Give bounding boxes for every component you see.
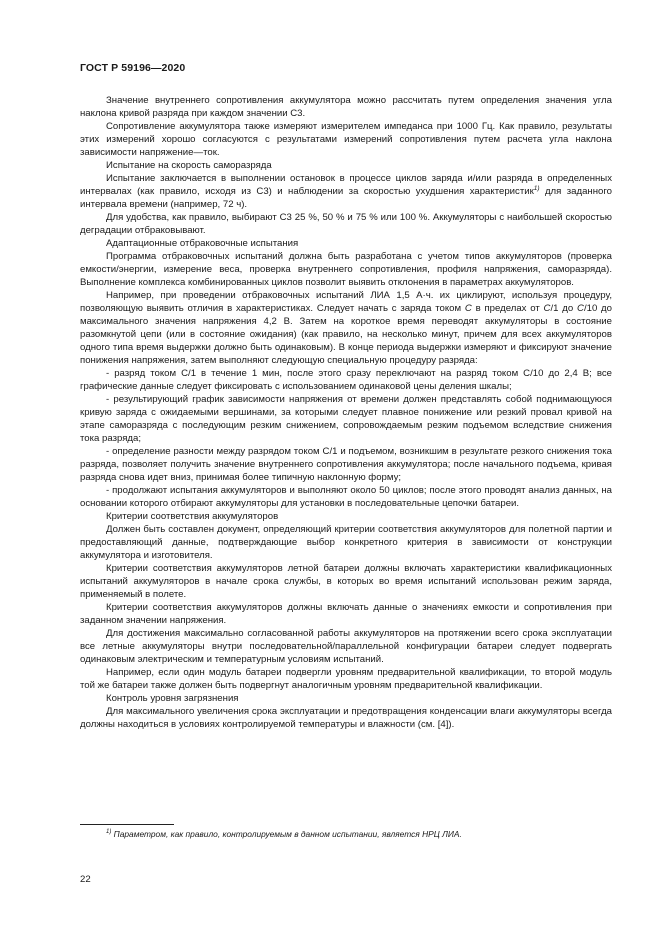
paragraph: Для достижения максимально согласованной работы аккумуляторов на протяжении всего срока эксплуатации все летные аккумуляторы внутри последовательной/параллельной конфигурации батареи следует подвергать одинаковым электрическим и температурным условиям испытаний. — [80, 628, 612, 665]
footnote-divider — [80, 824, 174, 825]
paragraph: Критерии соответствия аккумуляторов летной батареи должны включать характеристики квалификационных испытаний аккумуляторов в начале срока службы, в которых во время испытаний использован режим заряда, применяемый в полете. — [80, 563, 612, 600]
page-body — [80, 94, 612, 731]
paragraph: Сопротивление аккумулятора также измеряют измерителем импеданса при 1000 Гц. Как правило, результаты этих измерений хорошо согласуются с результатами измерений сопротивления путем расчета угла наклона зависимости напряжение—ток. — [80, 121, 612, 158]
paragraph-text: Например, при проведении отбраковочных испытаний ЛИА 1,5 А·ч. их циклируют, используя процедуру, позволяющую выявить отличия в характеристиках. Следует начать с заряда током — [80, 290, 612, 314]
section-heading: Испытание на скорость саморазряда — [106, 160, 272, 171]
list-item: - результирующий график зависимости напряжения от времени должен представлять собой поднимающуюся кривую заряда с ожидаемыми вершинами, за которыми следует плавное понижение или резкий провал кривой на этапе саморазряда с последующим резким снижением, сопровождаемым резким подъемом вследствие снижения тока разряда; — [80, 394, 612, 444]
paragraph-text: Испытание заключается в выполнении остановок в процессе циклов заряда и/или разряда в определенных интервалах (как правило, исходя из С3) и наблюдении за скоростью ухудшения характеристик — [80, 173, 612, 197]
document-header: ГОСТ Р 59196—2020 — [80, 62, 186, 74]
list-item: - продолжают испытания аккумуляторов и выполняют около 50 циклов; после этого проводят анализ данных, на основании которого отбирают аккумуляторы для установки в последовательные цепочки батареи. — [80, 485, 612, 509]
page-number: 22 — [80, 874, 91, 885]
paragraph: Значение внутреннего сопротивления аккумулятора можно рассчитать путем определения значения угла наклона кривой разряда при каждом значении С3. — [80, 95, 612, 119]
variable-c: С — [577, 303, 584, 314]
paragraph-text: /10 до максимального значения напряжения 4,2 В. Затем на короткое время переводят аккумуляторы в состояние разомкнутой цепи (или в состояние ожидания) (как правило, на несколько минут, причем для всех аккумуляторов одного типа время выдержки должно быть одинаковым). В конце периода выдержки измеряют и фиксируют значение понижения напряжения, затем выполняют следующую специальную процедуру разряда: — [80, 303, 612, 366]
paragraph-text: в пределах от — [471, 303, 544, 314]
paragraph: Должен быть составлен документ, определяющий критерии соответствия аккумуляторов для полетной партии и предоставляющий данные, подтверждающие выбор конкретного критерия в зависимости от конструкции аккумулятора и изготовителя. — [80, 524, 612, 561]
paragraph — [80, 172, 612, 211]
paragraph: Для удобства, как правило, выбирают С3 25 %, 50 % и 75 % или 100 %. Аккумуляторы с наибольшей скоростью деградации отбраковывают. — [80, 212, 612, 236]
section-heading: Адаптационные отбраковочные испытания — [106, 238, 299, 249]
variable-c: С — [464, 303, 472, 314]
list-item: - определение разности между разрядом током С/1 и подъемом, возникшим в результате резкого снижения тока разряда, позволяет получить значение внутреннего сопротивления аккумулятора; после начального подъема, кривая разряда снова идет вниз, принимая более типичную наклонную форму; — [80, 446, 612, 483]
list-item: - разряд током С/1 в течение 1 мин, после этого сразу переключают на разряд током С/10 до 2,4 В; все графические данные следует фиксировать с использованием одинаковой цены деления шкалы; — [80, 368, 612, 392]
paragraph-text: для заданного интервала времени (например, 72 ч). — [80, 186, 612, 210]
footnote-reference: 1) — [533, 184, 540, 192]
paragraph: Программа отбраковочных испытаний должна быть разработана с учетом типов аккумуляторов (проверка емкости/энергии, измерение веса, проверка внутреннего сопротивления, профиля напряжения, саморазряда). Выполнение комплекса комбинированных циклов позволит выявить отклонения в параметрах аккумуляторов. — [80, 251, 612, 288]
section-heading: Контроль уровня загрязнения — [106, 693, 239, 704]
variable-c: С — [543, 303, 551, 314]
paragraph-text: /1 до — [550, 303, 577, 314]
paragraph: Для максимального увеличения срока эксплуатации и предотвращения конденсации влаги аккумуляторы всегда должны находиться в условиях контролируемой температуры и влажности (см. [4]). — [80, 706, 612, 730]
footnote-text: Параметром, как правило, контролируемым в данном испытании, является НРЦ ЛИА. — [111, 829, 462, 839]
footnote-mark: 1) — [106, 829, 112, 836]
paragraph: Например, если один модуль батареи подвергли уровням предварительной квалификации, то второй модуль той же батареи также должен быть подвергнут аналогичным уровням предварительной квалификации. — [80, 667, 612, 691]
section-heading: Критерии соответствия аккумуляторов — [106, 511, 279, 522]
footnote — [80, 829, 612, 840]
paragraph: Критерии соответствия аккумуляторов должны включать данные о значениях емкости и сопротивления при заданном значении напряжения. — [80, 602, 612, 626]
paragraph — [80, 289, 612, 367]
